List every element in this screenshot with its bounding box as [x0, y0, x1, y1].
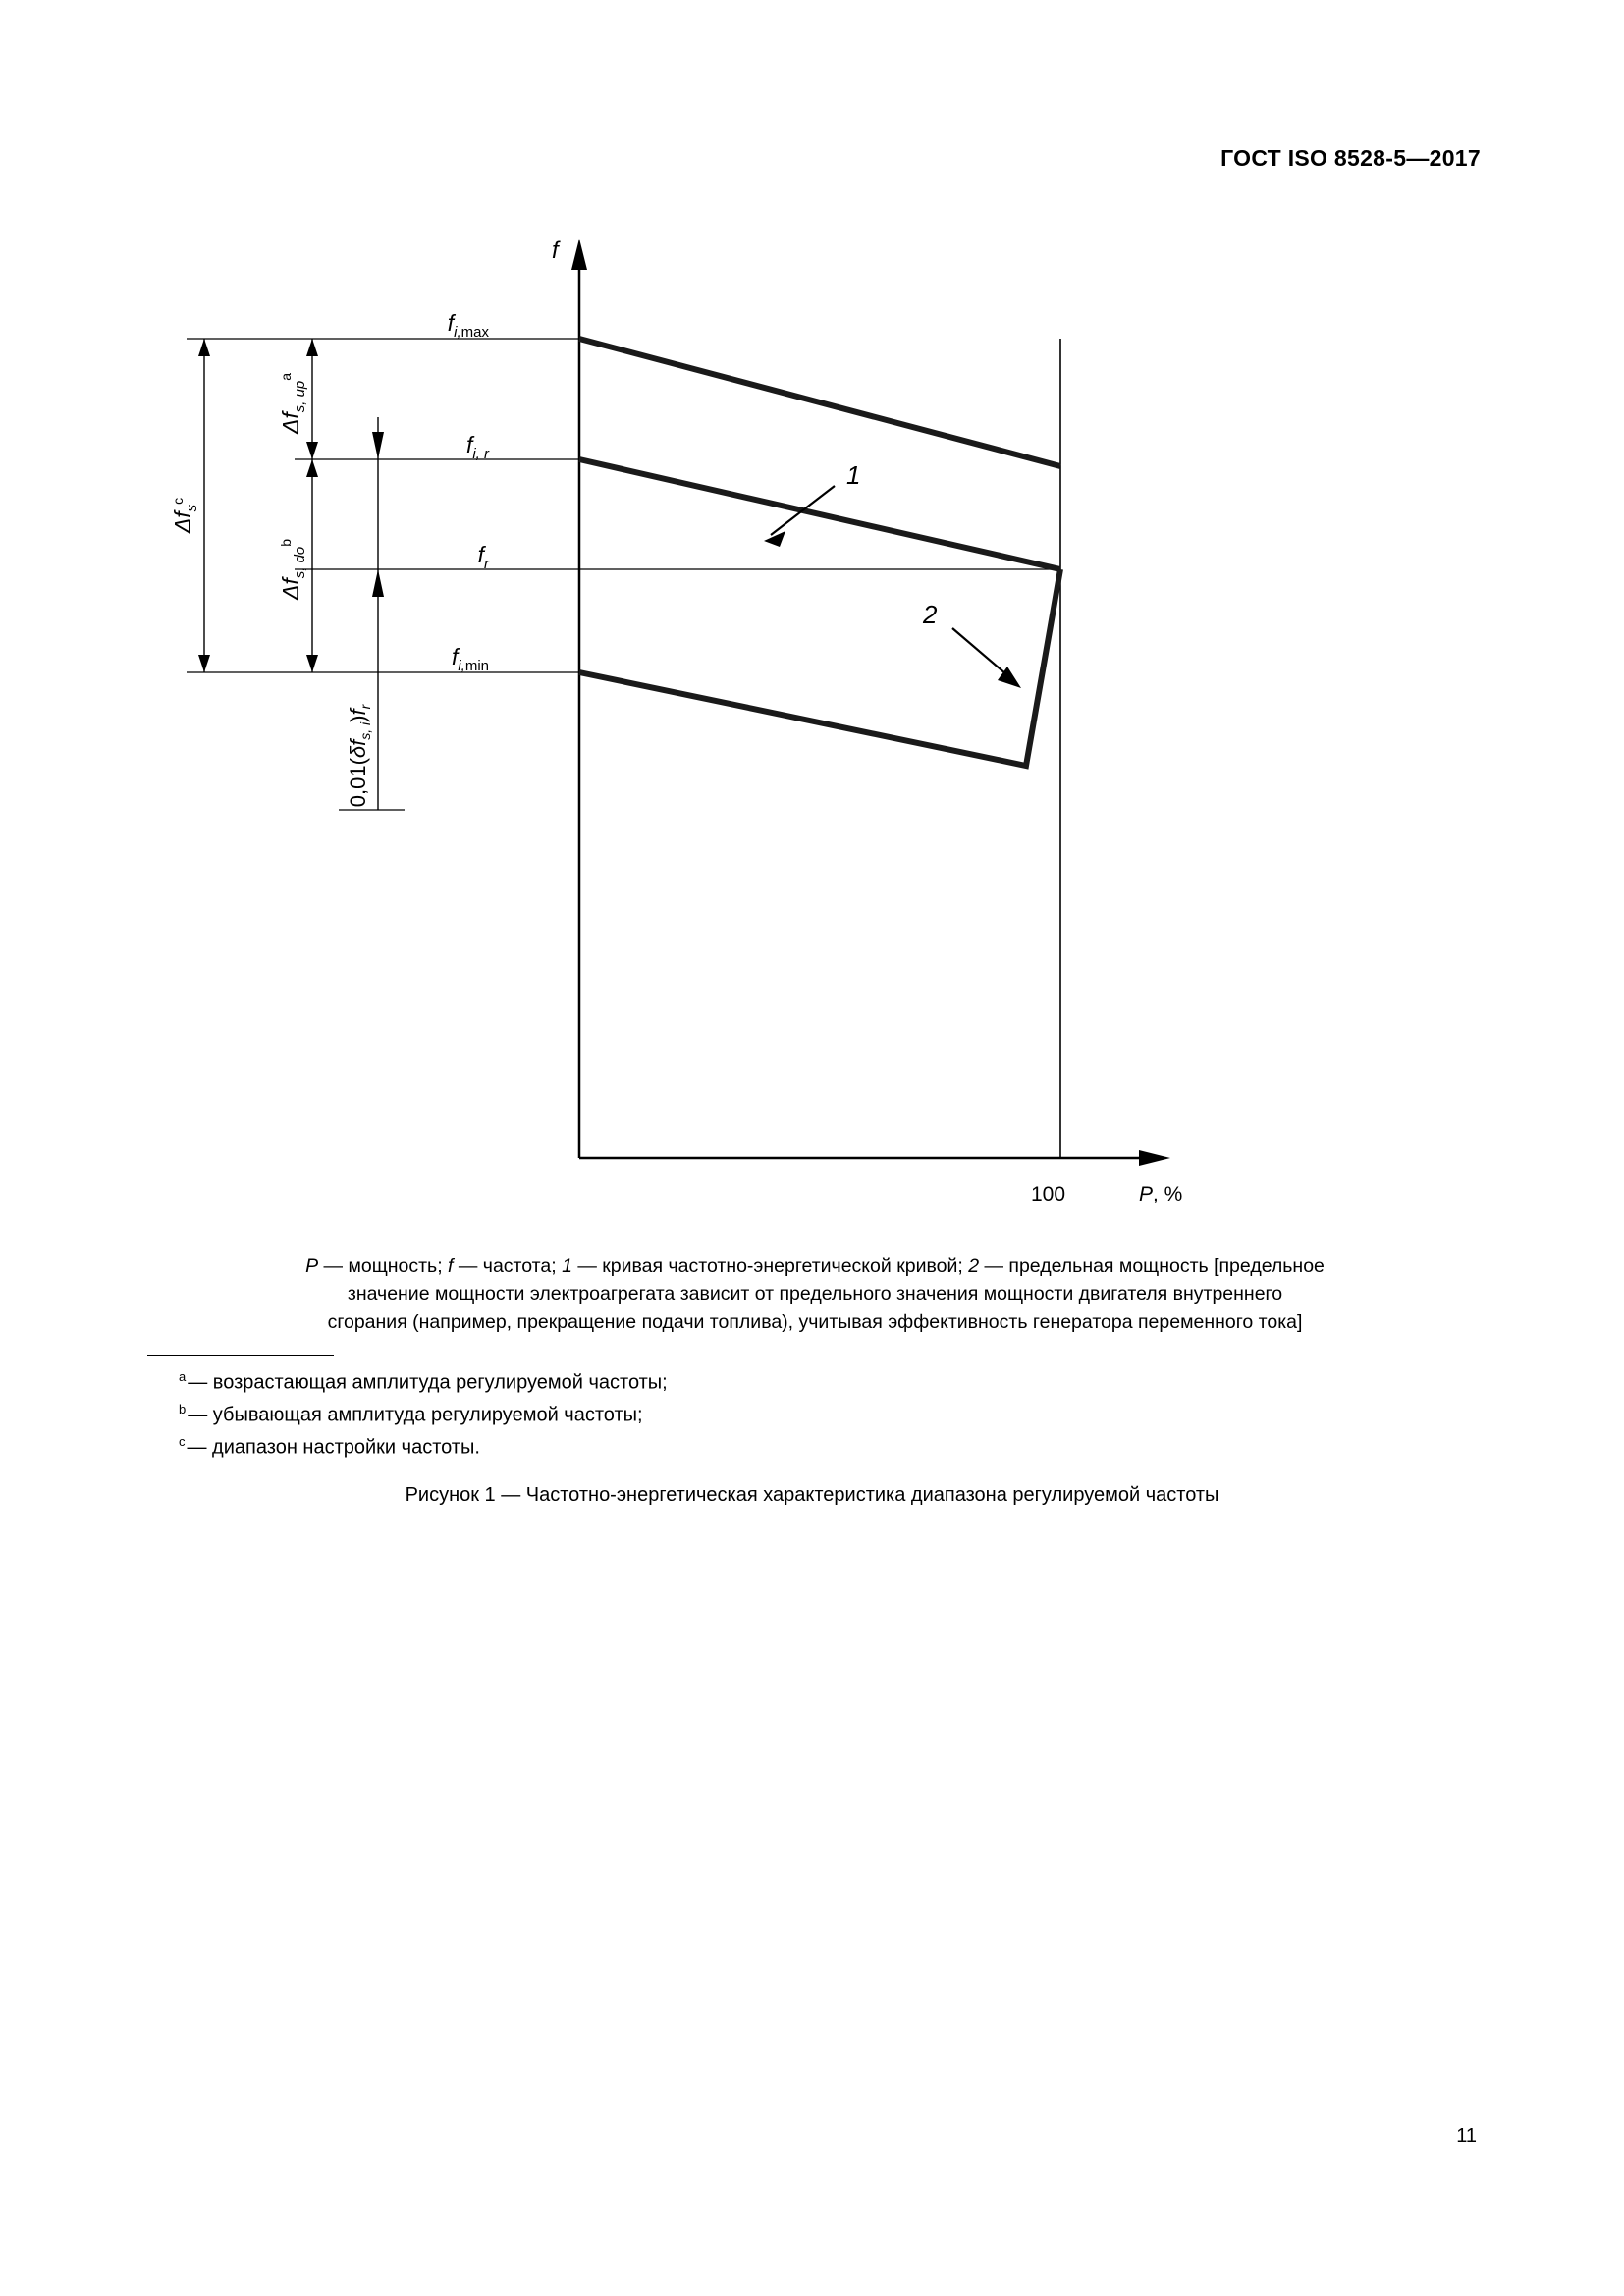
dim-tolerance-arrow-down	[372, 569, 384, 597]
curve-upper	[579, 339, 1060, 466]
key-symbol-f: f	[448, 1255, 454, 1277]
label-f-i-max: $f_{i,}\max$	[447, 310, 489, 341]
key-symbol-p: P	[305, 1255, 319, 1277]
footnote-marker: b	[179, 1402, 187, 1417]
label-delta-fs-up	[278, 373, 308, 435]
label-delta-fs	[170, 498, 200, 534]
footnotes	[179, 1366, 1259, 1464]
label-f-i-min: $f_{i,}\min$	[451, 644, 489, 674]
key-text-1: — мощность;	[318, 1255, 449, 1277]
callout-1-label: 1	[846, 460, 861, 490]
figure-title: Рисунок 1 — Частотно-энергетическая характеристика диапазона регулируемой частоты	[405, 1484, 1219, 1506]
label-delta-fs-do	[278, 539, 308, 601]
callout-1-arrowhead	[764, 531, 785, 547]
y-axis-arrow	[571, 239, 587, 270]
page-number: 11	[1456, 2125, 1477, 2147]
callout-1-leader	[771, 486, 835, 535]
curve-rated	[579, 459, 1060, 569]
figure-svg	[147, 211, 1483, 1271]
footnote-text: — убывающая амплитуда регулируемой частоты;	[188, 1404, 643, 1426]
footnote-item	[179, 1399, 1259, 1431]
footnote-item	[179, 1431, 1259, 1464]
footnote-marker: a	[179, 1369, 187, 1384]
curve-lower-limit	[579, 569, 1060, 766]
footnote-divider	[147, 1355, 334, 1356]
dim-delta-fs-up-arrow-bottom	[306, 442, 318, 459]
dim-delta-fs-arrow-top	[198, 339, 210, 356]
dim-delta-fs-up-arrow-top	[306, 339, 318, 356]
label-f-i-r: $f_{i, r}$	[465, 432, 489, 462]
key-text-2: — частота;	[453, 1255, 563, 1277]
dim-delta-fs-arrow-bottom	[198, 655, 210, 672]
dim-delta-fs-do-arrow-top	[306, 459, 318, 477]
figure-key-line-1	[191, 1253, 1438, 1280]
svg-text:Δfsc: $\Delta f_s^c$	[170, 497, 200, 534]
svg-text:Δfs, dob: $\Delta f_{s, do}^b$	[278, 538, 308, 601]
figure-diagram	[147, 211, 1483, 1271]
key-symbol-1: 1	[562, 1255, 572, 1277]
footnote-text: — диапазон настройки частоты.	[187, 1436, 480, 1459]
footnote-marker: c	[179, 1434, 186, 1450]
key-text-4: — предельная мощность [предельное	[979, 1255, 1325, 1277]
label-f-r: $f_r$	[477, 542, 489, 572]
dim-tolerance-arrow-up	[372, 432, 384, 459]
figure-key-caption	[191, 1253, 1438, 1336]
key-text-3: — кривая частотно-энергетической кривой;	[571, 1255, 969, 1277]
page-header-standard-code: ГОСТ ISO 8528-5—2017	[1220, 145, 1481, 171]
key-symbol-2: 2	[968, 1255, 980, 1277]
x-axis-arrow	[1139, 1150, 1170, 1166]
svg-text:0,01(δfs, i)fr: $0,01(\delta f_{s, i})f_r$	[346, 704, 373, 808]
y-axis-label: f	[552, 238, 559, 264]
footnote-text: — возрастающая амплитуда регулируемой частоты;	[188, 1371, 668, 1394]
svg-text:Δfs, upa: $\Delta f_{s, up}^a$	[278, 372, 308, 435]
figure-key-line-3: сгорания (например, прекращение подачи топлива), учитывая эффективность генератора переменного тока]	[327, 1310, 1303, 1333]
x-axis-label: P, %	[1139, 1183, 1183, 1205]
footnote-item	[179, 1366, 1259, 1399]
figure-key-line-2: значение мощности электроагрегата зависит от предельного значения мощности двигателя внутреннего	[347, 1283, 1283, 1306]
label-tolerance-band	[346, 703, 373, 807]
x-tick-100-label: 100	[1031, 1183, 1066, 1205]
dim-delta-fs-do-arrow-bottom	[306, 655, 318, 672]
callout-2-label: 2	[923, 600, 938, 629]
